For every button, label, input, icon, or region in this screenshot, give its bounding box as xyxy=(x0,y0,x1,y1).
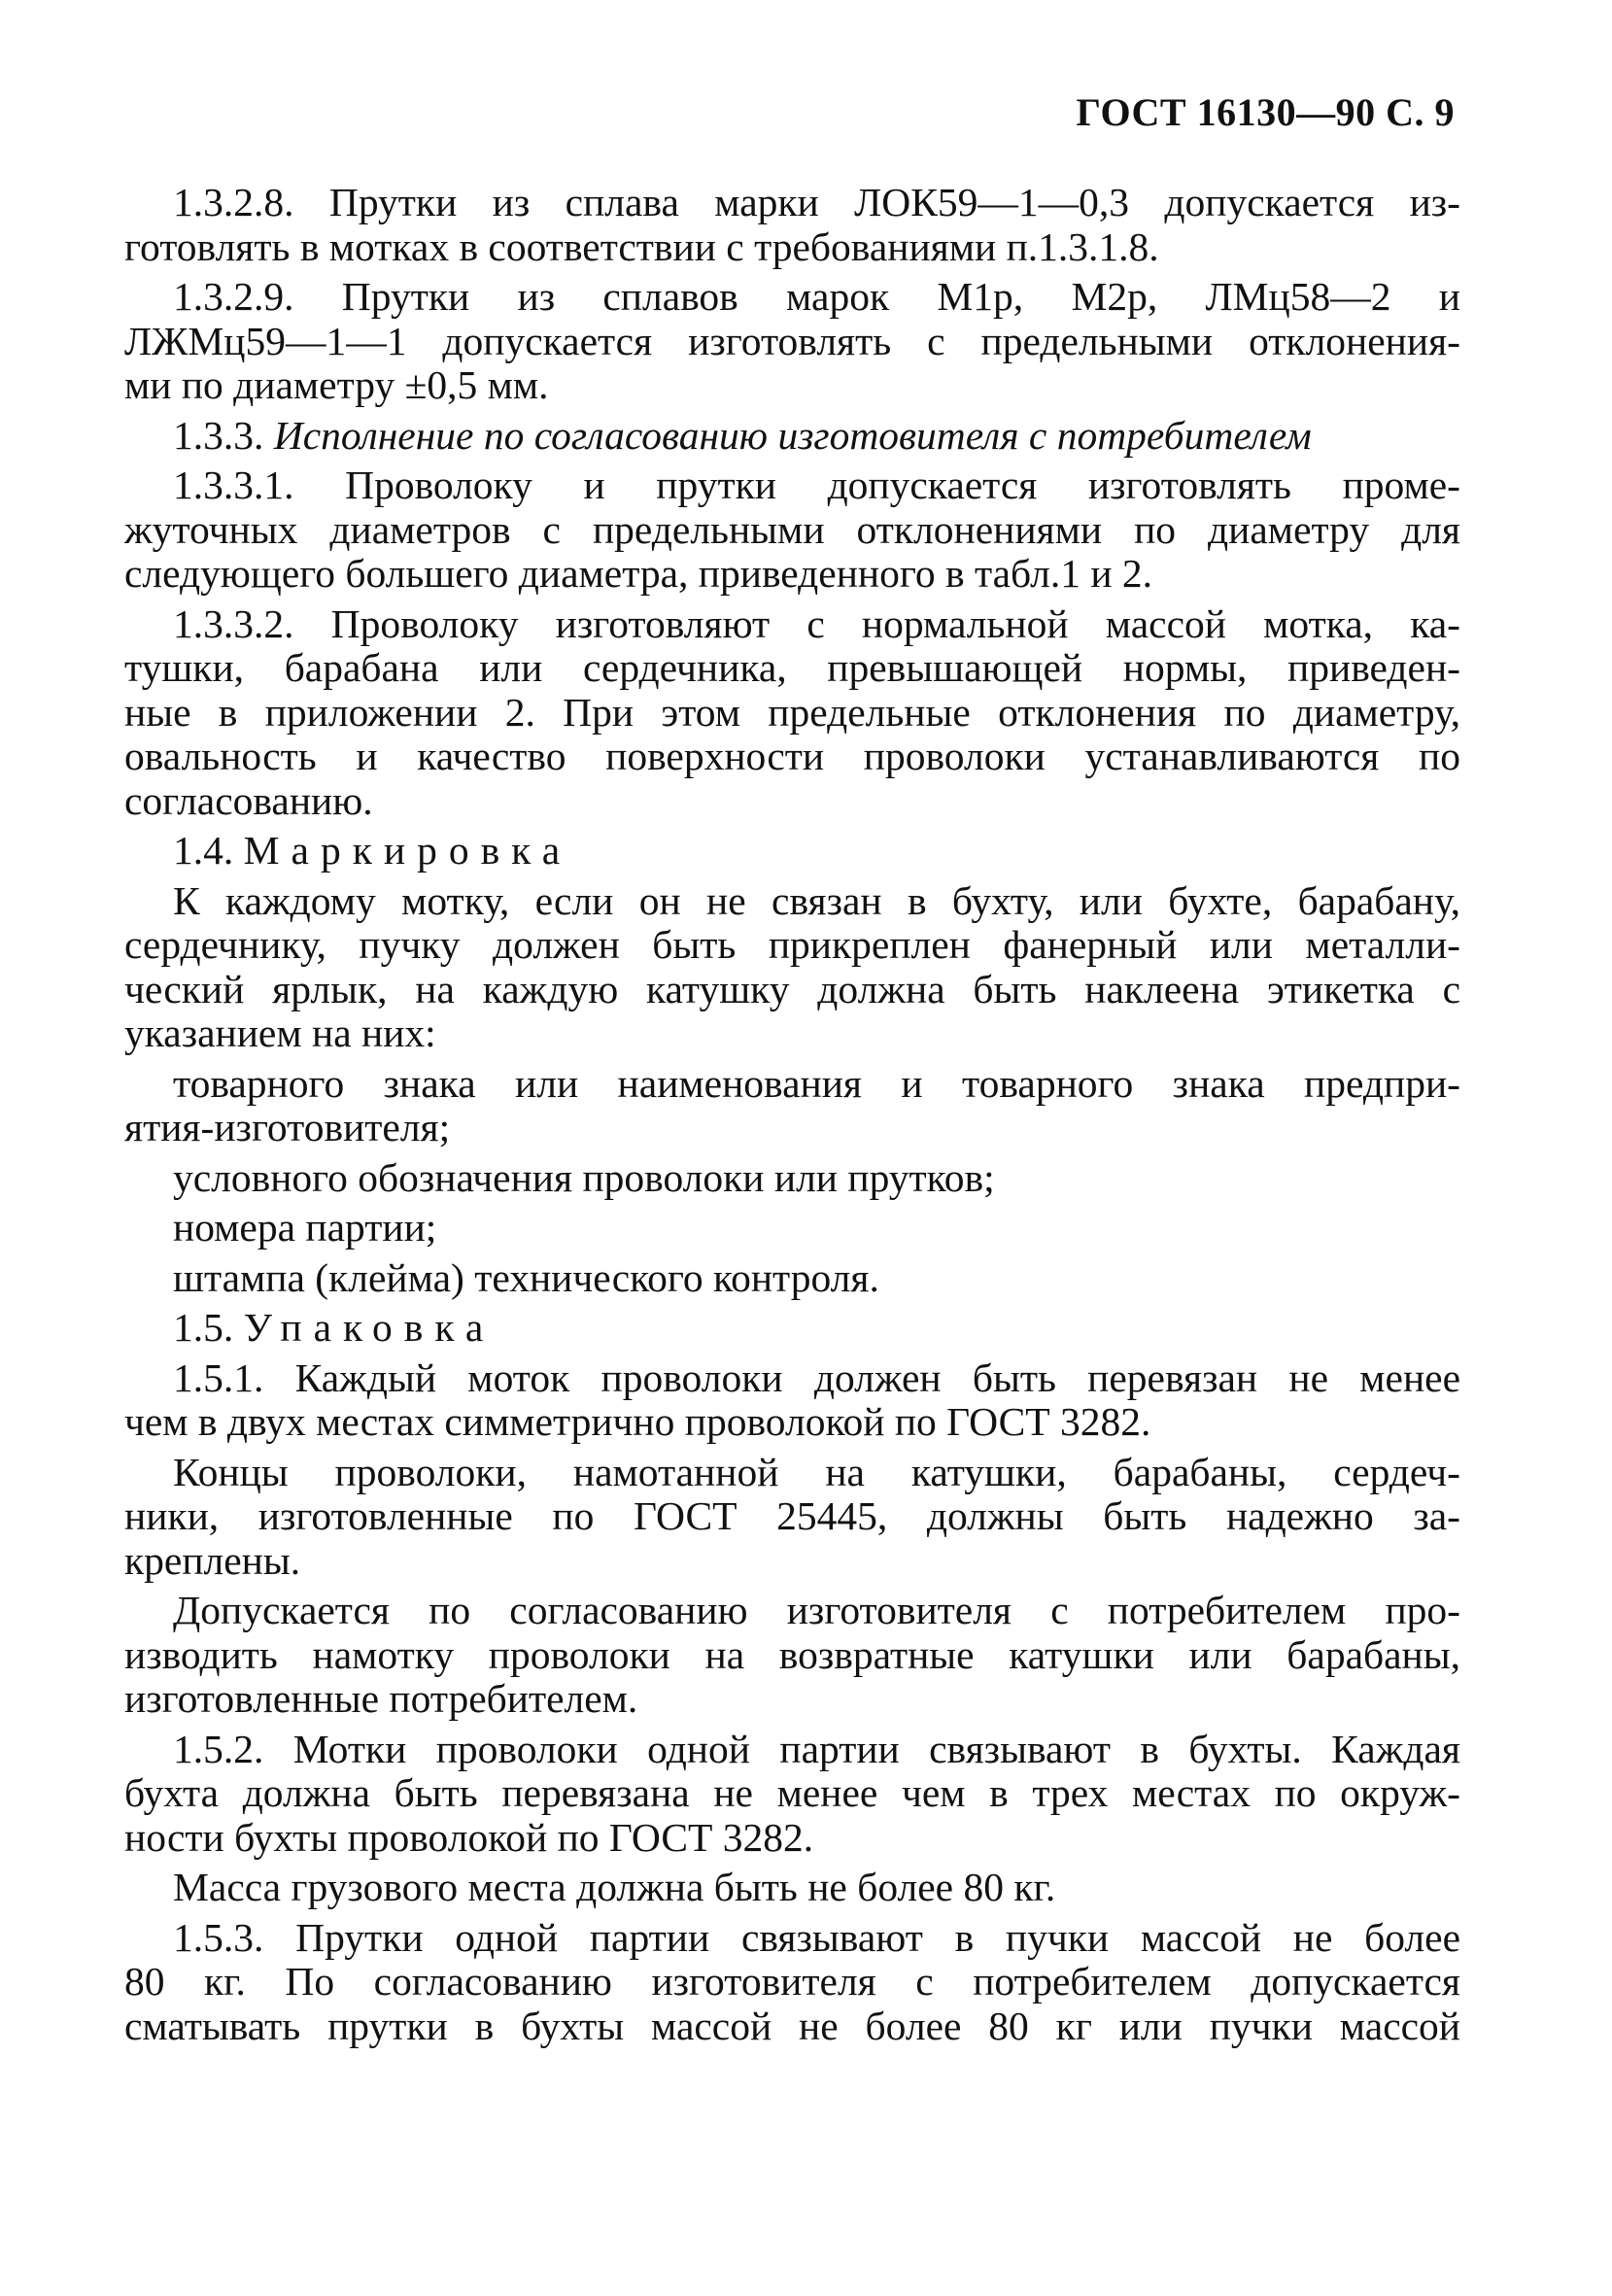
section-heading-1-4 xyxy=(124,829,1460,874)
page-header: ГОСТ 16130—90 С. 9 xyxy=(1076,90,1455,134)
text-line: жуточных диаметров с предельными отклонениями по диаметру для xyxy=(124,506,1460,552)
text-line: ятия-изготовителя; xyxy=(124,1105,451,1149)
text-line: ЛЖМц59—1—1 допускается изготовлять с предельными отклонения- xyxy=(124,318,1460,363)
document-body xyxy=(124,181,1460,2054)
text-line: согласованию. xyxy=(124,777,373,823)
text-line: креплены. xyxy=(124,1537,301,1583)
list-item-designation: условного обозначения проволоки или прутков; xyxy=(173,1154,995,1200)
text-line: 1.3.2.9. Прутки из сплавов марок М1р, М2р, ЛМц58—2 и xyxy=(173,274,1460,319)
text-line: готовлять в мотках в соответствии с требованиями п.1.3.1.8. xyxy=(124,223,1159,269)
text-line: указанием на них: xyxy=(124,1011,436,1055)
section-number: 1.5. xyxy=(173,1305,234,1350)
text-line: следующего большего диаметра, приведенного в табл.1 и 2. xyxy=(124,551,1153,596)
text-line: ности бухты проволокой по ГОСТ 3282. xyxy=(124,1814,814,1860)
paragraph-ends-secured xyxy=(124,1451,1460,1584)
text-line: Допускается по согласованию изготовителя с потребителем про- xyxy=(173,1588,1460,1632)
text-line: ники, изготовленные по ГОСТ 25445, должны быть надежно за- xyxy=(124,1493,1460,1538)
paragraph-1-5-2 xyxy=(124,1728,1460,1861)
text-line: тушки, барабана или сердечника, превышающей нормы, приведен- xyxy=(124,645,1460,690)
text-line: овальность и качество поверхности проволоки устанавливаются по xyxy=(124,734,1460,778)
paragraph-1-3-2-9 xyxy=(124,275,1460,408)
text-line: бухта должна быть перевязана не менее чем в трех местах по окруж- xyxy=(124,1770,1460,1815)
paragraph-cargo-mass xyxy=(124,1866,1460,1910)
paragraph-return-reels xyxy=(124,1589,1460,1722)
paragraph-1-3-3-1 xyxy=(124,463,1460,597)
text-line: 1.3.3.2. Проволоку изготовляют с нормальной массой мотка, ка- xyxy=(173,600,1460,646)
section-title: Исполнение по согласованию изготовителя с потребителем xyxy=(273,412,1312,458)
text-line: 1.5.1. Каждый моток проволоки должен быть перевязан не менее xyxy=(173,1354,1460,1400)
text-line: сердечнику, пучку должен быть прикреплен фанерный или металли- xyxy=(124,922,1460,967)
list-item-batch-number: номера партии; xyxy=(173,1205,437,1250)
text-line: 80 кг. По согласованию изготовителя с потребителем допускается xyxy=(124,1959,1460,2004)
section-number: 1.4. xyxy=(173,828,234,873)
text-line: изводить намотку проволоки на возвратные катушки или барабаны, xyxy=(124,1631,1460,1677)
text-line: чем в двух местах симметрично проволокой по ГОСТ 3282. xyxy=(124,1399,1151,1444)
text-line: сматывать прутки в бухты массой не более 80 кг или пучки массой xyxy=(124,2003,1460,2048)
list-item-stamp: штампа (клейма) технического контроля. xyxy=(173,1254,879,1300)
text-line: К каждому мотку, если он не связан в бухту, или бухте, барабану, xyxy=(173,877,1460,923)
text-line: товарного знака или наименования и товарного знака предпри- xyxy=(173,1060,1460,1106)
paragraph-1-5-1 xyxy=(124,1356,1460,1445)
text-line: 1.5.2. Мотки проволоки одной партии связывают в бухты. Каждая xyxy=(173,1726,1460,1771)
text-line: 1.3.3.1. Проволоку и прутки допускается изготовлять проме- xyxy=(173,463,1460,507)
text-line: 1.3.2.8. Прутки из сплава марки ЛОК59—1—0,3 допускается из- xyxy=(173,180,1460,224)
text-line: 1.5.3. Прутки одной партии связывают в пучки массой не более xyxy=(173,1914,1460,1960)
paragraph-1-3-2-8 xyxy=(124,181,1460,269)
text-line: ми по диаметру ±0,5 мм. xyxy=(124,362,549,407)
text-line: изготовленные потребителем. xyxy=(124,1676,638,1721)
text-line: Концы проволоки, намотанной на катушки, барабаны, сердеч- xyxy=(173,1449,1460,1494)
section-number: 1.3.3. xyxy=(173,412,264,458)
section-heading-1-3-3 xyxy=(124,414,1460,459)
section-heading-1-5 xyxy=(124,1306,1460,1351)
paragraph-1-3-3-2 xyxy=(124,602,1460,824)
section-title: Маркировка xyxy=(243,828,572,873)
section-title: Упаковка xyxy=(243,1305,496,1350)
text-line: ческий ярлык, на каждую катушку должна быть наклеена этикетка с xyxy=(124,966,1460,1011)
text-line: ные в приложении 2. При этом предельные отклонения по диаметру, xyxy=(124,689,1460,735)
list-item-trademark xyxy=(124,1062,1460,1150)
paragraph-marking xyxy=(124,879,1460,1056)
paragraph-1-5-3 xyxy=(124,1916,1460,2049)
text-line: Масса грузового места должна быть не более 80 кг. xyxy=(173,1865,1056,1909)
